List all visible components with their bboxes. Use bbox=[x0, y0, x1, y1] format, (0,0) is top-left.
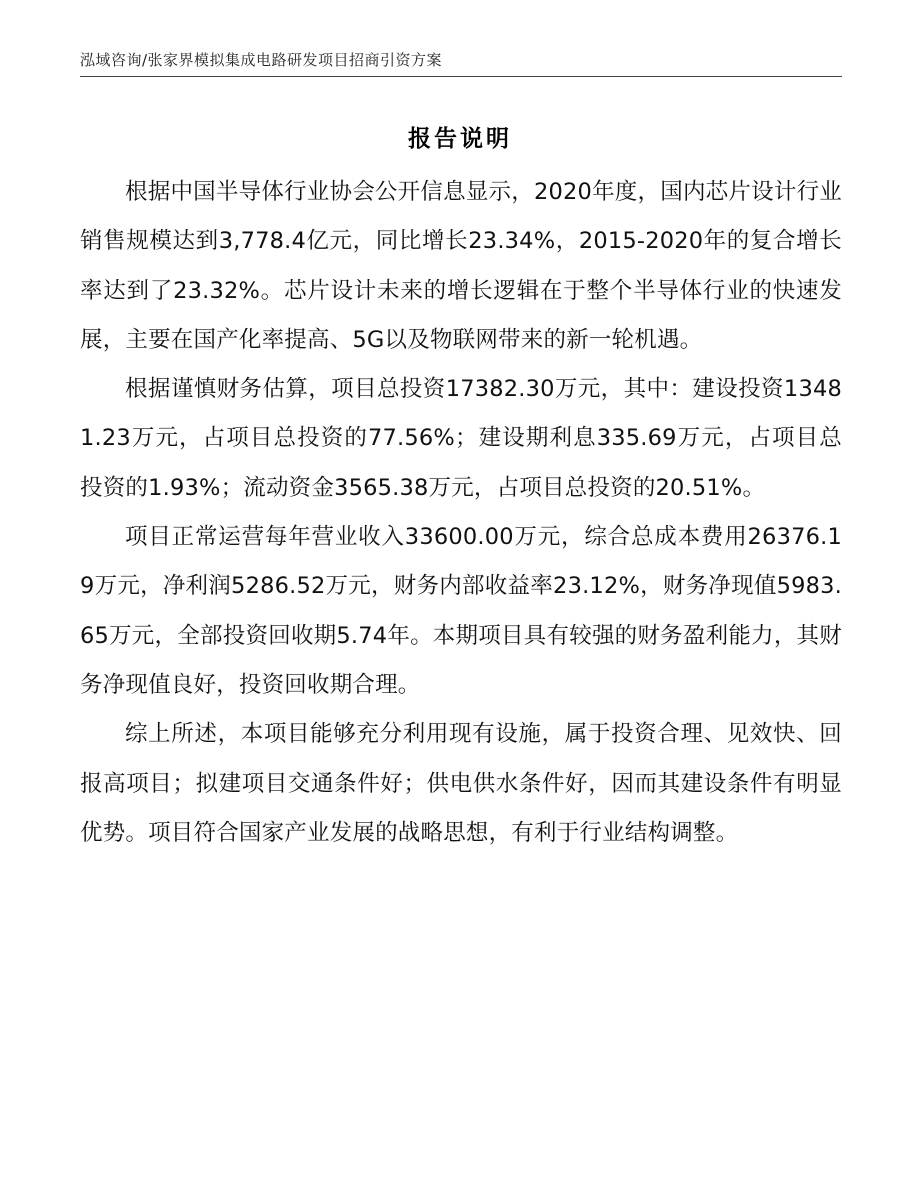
paragraph-industry-overview: 根据中国半导体行业协会公开信息显示，2020年度，国内芯片设计行业销售规模达到3,778.4亿元，同比增长23.34%，2015-2020年的复合增长率达到了23.32%。芯片设计未来的增长逻辑在于整个半导体行业的快速发展，主要在国产化率提高、5G以及物联网带来的新一轮机遇。 bbox=[80, 179, 842, 353]
paragraph-conclusion: 综上所述，本项目能够充分利用现有设施，属于投资合理、见效快、回报高项目；拟建项目交通条件好；供电供水条件好，因而其建设条件有明显优势。项目符合国家产业发展的战略思想，有利于行业结构调整。 bbox=[80, 721, 842, 846]
report-body bbox=[80, 168, 842, 858]
page-title: 报告说明 bbox=[408, 126, 512, 152]
header-divider bbox=[80, 76, 842, 77]
paragraph-investment-estimate: 根据谨慎财务估算，项目总投资17382.30万元，其中：建设投资13481.23万元，占项目总投资的77.56%；建设期利息335.69万元，占项目总投资的1.93%；流动资金3565.38万元，占项目总投资的20.51%。 bbox=[80, 376, 842, 501]
paragraph-financial-returns: 项目正常运营每年营业收入33600.00万元，综合总成本费用26376.19万元，净利润5286.52万元，财务内部收益率23.12%，财务净现值5983.65万元，全部投资回收期5.74年。本期项目具有较强的财务盈利能力，其财务净现值良好，投资回收期合理。 bbox=[80, 524, 842, 698]
running-header: 泓域咨询/张家界模拟集成电路研发项目招商引资方案 bbox=[80, 51, 443, 69]
